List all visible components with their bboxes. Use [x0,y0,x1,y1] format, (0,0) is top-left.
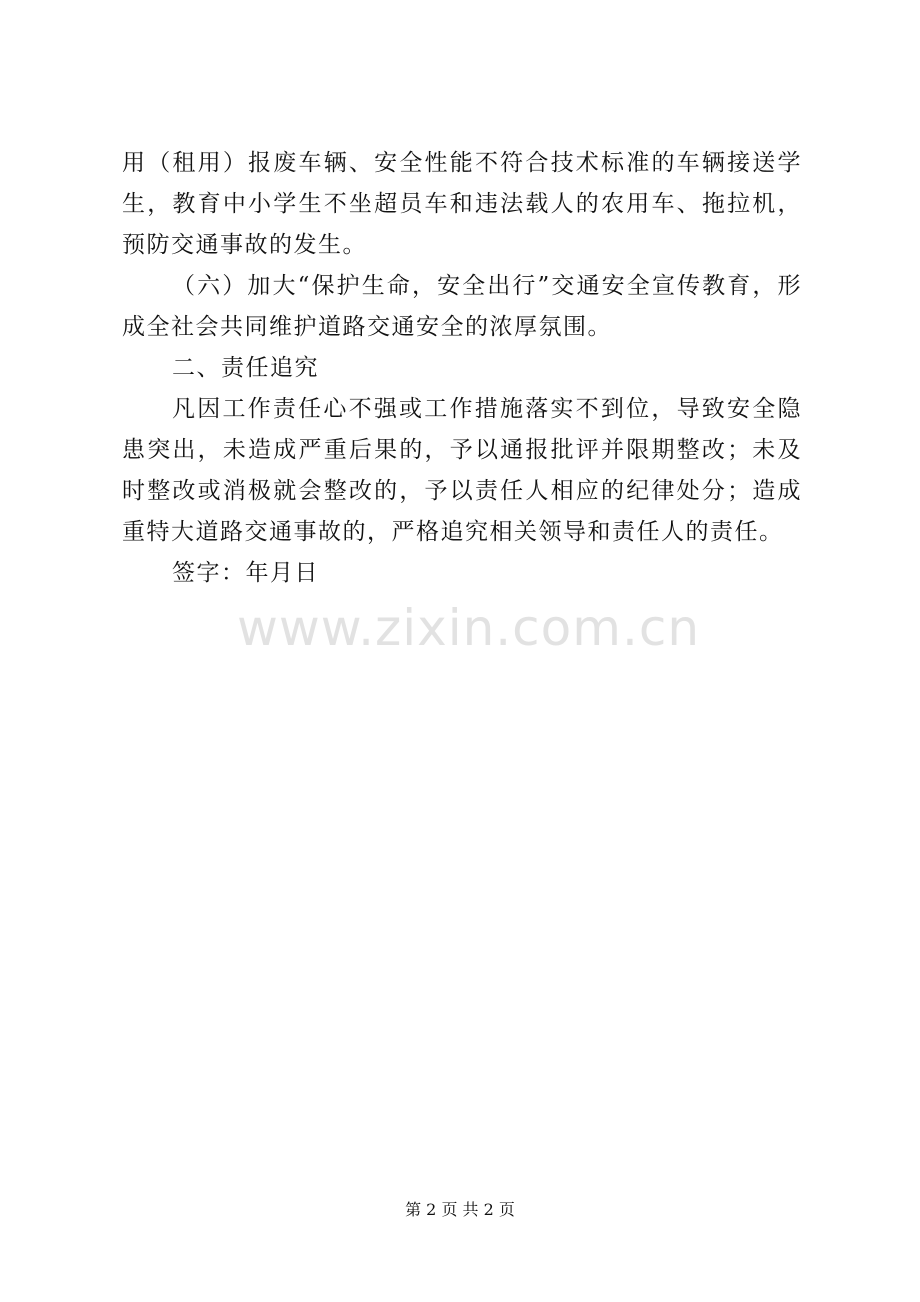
page-footer: 第 2 页 共 2 页 [405,1200,515,1219]
paragraph-continuation: 用（租用）报废车辆、安全性能不符合技术标准的车辆接送学生，教育中小学生不坐超员车和违法载人的农用车、拖拉机，预防交通事故的发生。 [122,150,802,258]
paragraph-responsibility: 凡因工作责任心不强或工作措施落实不到位，导致安全隐患突出，未造成严重后果的，予以通报批评并限期整改；未及时整改或消极就会整改的，予以责任人相应的纪律处分；造成重特大道路交通事故的，严格追究相关领导和责任人的责任。 [122,396,802,545]
document-body [122,143,802,594]
signature-line: 签字：年月日 [172,560,319,586]
watermark: www.zixin.com.cn [237,599,701,657]
paragraph-item-six: （六）加大“保护生命，安全出行”交通安全宣传教育，形成全社会共同维护道路交通安全的浓厚氛围。 [122,273,802,340]
section-heading-responsibility: 二、责任追究 [172,355,319,381]
